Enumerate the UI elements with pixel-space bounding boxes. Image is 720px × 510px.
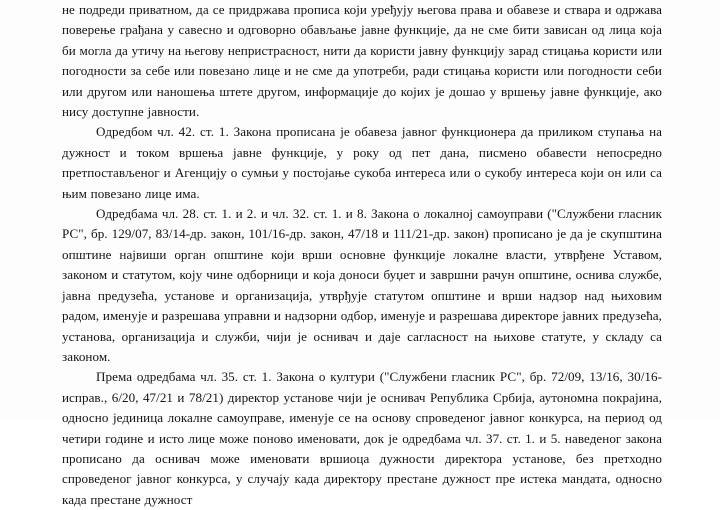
paragraph-article-42: Одредбом чл. 42. ст. 1. Закона прописана је обавеза јавног функционера да приликом ступања на дужност и током вршења јавне функције, у року од пет дана, писмено обавести непосредно претпостављеног и Агенцију о сумњи у постојање сукоба интереса или о сукобу интереса који он или са њим повезано лице има. [62,124,662,201]
paragraph-article-35: Према одредбама чл. 35. ст. 1. Закона о култури ("Службени гласник РС", бр. 72/09, 13/16, 30/16-исправ., 6/20, 47/21 и 78/21) директор установе чији је оснивач Република Србија, аутономна покрајина, односно јединица локалне самоуправе, именује се на основу спроведеног јавног конкурса, на период од четири године и исто лице може поново именовати, док је одредбама чл. 37. ст. 1. и 5. наведеног закона прописано да оснивач може именовати вршиоца дужности директора установе, без претходно спроведеног јавног конкурса, у случају када директору престане дужност пре истека мандата, односно када престане дужност [62,369,662,507]
paragraph-article-28: Одредбама чл. 28. ст. 1. и 2. и чл. 32. ст. 1. и 8. Закона о локалној самоуправи ("Службени гласник РС", бр. 129/07, 83/14-др. закон, 101/16-др. закон, 47/18 и 111/21-др. закон) прописано је да је скупштина општине највиши орган општине који врши основне функције локалне власти, утврђене Уставом, законом и статутом, коју чине одборници и која доноси буџет и завршни рачун општине, оснива службе, јавна предузећа, установе и организација, утврђује статутом општине и врши надзор над њиховим радом, именује и разрешава управни и надзорни одбор, именује и разрешава директоре јавних предузећа, установа, организација и служби, чији је оснивач и даје сагласност на њихове статуте, у складу са законом. [62,206,662,364]
paragraph-clipped-top: не подреди приватном, да се придржава прописа који уређују његова права и обавезе и ствара и одржава поверење грађана у савесно и одговорно обављање јавне функције, да не сме бити зависан од лица која би могла да утичу на његову непристрасност, нити да користи јавну функцију зарад стицања користи или погодности за себе или повезано лице и не сме да употреби, ради стицања користи или погодности себи или другом или наношења штете другом, информације до којих је дошао у вршењу јавне функције, ако нису доступне јавности. [62,2,662,120]
document-text-column [62,0,662,510]
